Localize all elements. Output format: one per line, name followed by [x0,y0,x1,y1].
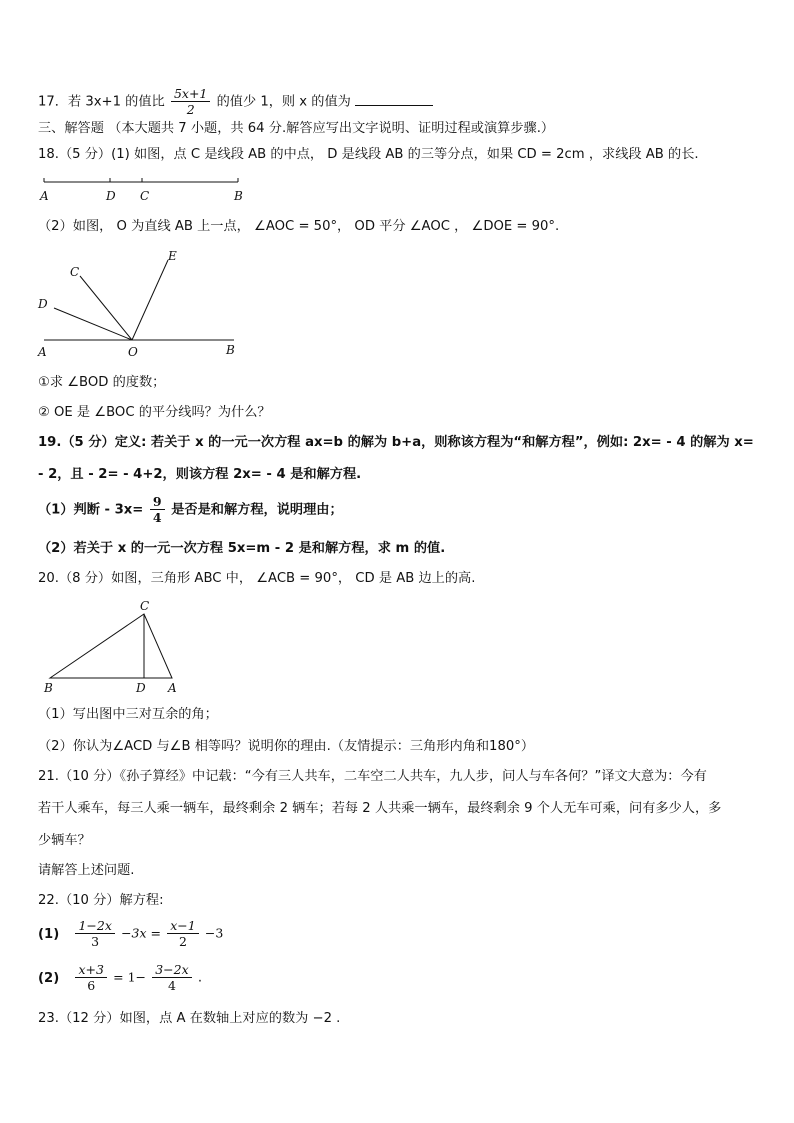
triangle-figure [40,596,190,696]
q19-line1: 19.（5 分）定义: 若关于 x 的一元一次方程 ax=b 的解为 b+a，则称该方程为“和解方程”，例如: 2x= - 4 的解为 x= [38,435,754,450]
q20-stem: 20.（8 分）如图，三角形 ABC 中， ∠ACB = 90°， CD 是 AB 边上的高. [38,571,476,586]
q22-e2-f1-num: x+3 [75,962,106,978]
question-17 [38,86,433,117]
q18-part1: 18.（5 分）(1) 如图，点 C 是线段 AB 的中点， D 是线段 AB 的三等分点，如果 CD = 2cm ，求线段 AB 的长. [38,147,699,162]
segment-figure [38,172,258,206]
q18-sub1: ①求 ∠BOD 的度数； [38,375,166,390]
q22-e2-f1-den: 6 [87,978,96,993]
tri-label-d: D [136,681,146,695]
q22-e2-mid: = 1− [113,969,146,985]
q21-line1: 21.（10 分）《孙子算经》中记载：“今有三人共车，二车空二人共车，九人步，问人与车各何？”译文大意为：今有 [38,769,707,784]
q19-part1 [38,494,343,525]
q17-answer-blank [355,93,433,106]
seg-label-d: D [106,189,116,203]
q17-suffix: 的值少 1，则 x 的值为 [216,94,351,110]
q20-part2: （2）你认为∠ACD 与∠B 相等吗？说明你的理由.（友情提示：三角形内角和180°） [38,739,535,754]
q17-fraction [171,86,210,117]
section-3-header: 三、解答题 （本大题共 7 小题，共 64 分.解答应写出文字说明、证明过程或演算步骤.） [38,121,555,136]
angle-label-o: O [128,345,138,359]
angle-label-d: D [38,297,48,311]
angle-label-a: A [38,345,47,359]
q19-line2: - 2，且 - 2= - 4+2，则该方程 2x= - 4 是和解方程. [38,467,362,482]
q22-e1-frac2 [167,918,198,949]
q22-e1-f2-num: x−1 [167,918,198,934]
q21-line2: 若干人乘车，每三人乘一辆车，最终剩余 2 辆车；若每 2 人共乘一辆车，最终剩余 9 个人无车可乘，问有多少人，多 [38,801,722,816]
angle-label-c: C [70,265,80,279]
angle-figure [34,246,244,362]
q17-frac-numerator: 5x+1 [171,86,210,102]
q19-p1-denominator: 4 [152,510,162,525]
angle-label-e: E [168,249,177,263]
q22-e1-f2-den: 2 [178,934,187,949]
q19-part2: （2）若关于 x 的一元一次方程 5x=m - 2 是和解方程，求 m 的值. [38,541,446,556]
q21-line3: 少辆车？ [38,833,91,848]
q22-e2-frac2 [152,962,191,993]
q22-equation-2 [38,962,202,993]
q17-frac-denominator: 2 [186,102,195,117]
q19-p1-prefix: （1）判断 - 3x= [38,502,144,518]
q19-p1-fraction [150,494,165,525]
q17-prefix: 17．若 3x+1 的值比 [38,94,165,110]
tri-label-a: A [168,681,177,695]
q22-e1-f1-den: 3 [91,934,100,949]
q22-e2-frac1 [75,962,106,993]
q21-line4: 请解答上述问题. [38,863,135,878]
seg-label-a: A [40,189,49,203]
q22-e1-end: −3 [204,925,224,941]
q18-sub2: ② OE 是 ∠BOC 的平分线吗？为什么？ [38,405,271,420]
q20-part1: （1）写出图中三对互余的角； [38,707,218,722]
q22-e2-label: (2) [38,970,60,986]
angle-label-b: B [226,343,235,357]
q19-p1-numerator: 9 [150,494,165,510]
q22-stem: 22.（10 分）解方程: [38,893,164,908]
q22-e2-f2-den: 4 [167,978,176,993]
q22-e1-label: (1) [38,926,60,942]
seg-label-b: B [234,189,243,203]
q18-part2: （2）如图， O 为直线 AB 上一点， ∠AOC = 50°， OD 平分 ∠AOC ， ∠DOE = 90°. [38,219,560,234]
tri-label-c: C [140,599,150,613]
q22-e2-end: . [197,970,203,986]
seg-label-c: C [140,189,150,203]
question-23: 23.（12 分）如图，点 A 在数轴上对应的数为 −2 . [38,1011,341,1026]
q19-p1-suffix: 是否是和解方程，说明理由； [171,502,343,518]
q22-e1-f1-num: 1−2x [75,918,114,934]
q22-e1-frac1 [75,918,114,949]
q22-e2-f2-num: 3−2x [152,962,191,978]
q22-equation-1 [38,918,223,949]
q22-e1-mid: −3x = [121,925,162,941]
tri-label-b: B [44,681,53,695]
